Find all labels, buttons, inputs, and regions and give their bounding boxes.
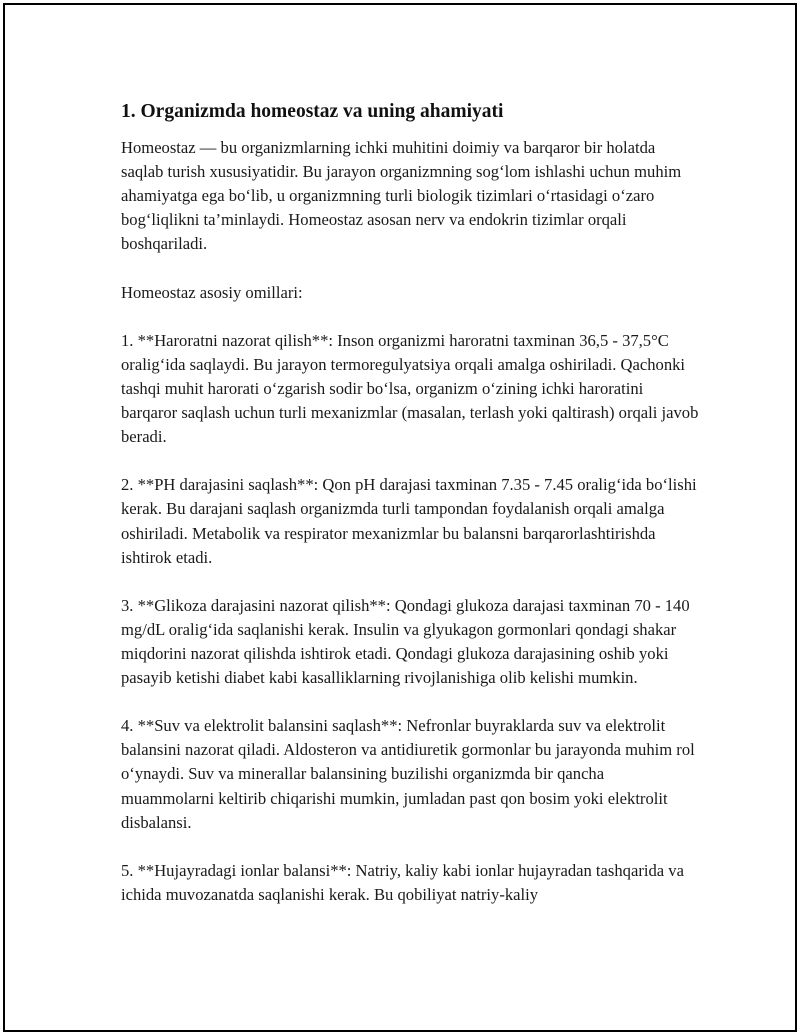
factor-paragraph-temperature: 1. **Haroratni nazorat qilish**: Inson organizmi haroratni taxminan 36,5 - 37,5°C oralig‘ida saqlaydi. Bu jarayon termoregulyatsiya orqali amalga oshiriladi. Qachonki tashqi muhit harorati o‘zgarish sodir bo‘lsa, organizm o‘zining ichki haroratini barqaror saqlash uchun turli mexanizmlar (masalan, terlash yoki qaltirash) orqali javob beradi. xyxy=(121,330,699,447)
intro-paragraph: Homeostaz — bu organizmlarning ichki muhitini doimiy va barqaror bir holatda saqlab turish xususiyatidir. Bu jarayon organizmning sog‘lom ishlashi uchun muhim ahamiyatga ega bo‘lib, u organizmning turli biologik tizimlari o‘rtasidagi o‘zaro bog‘liqlikni ta’minlaydi. Homeostaz asosan nerv va endokrin tizimlar orqali boshqariladi. xyxy=(121,138,682,254)
factors-heading: Homeostaz asosiy omillari: xyxy=(121,282,303,302)
document-body xyxy=(121,100,701,931)
factor-paragraph-water-electrolyte: 4. **Suv va elektrolit balansini saqlash**: Nefronlar buyraklarda suv va elektrolit balansini nazorat qiladi. Aldosteron va antidiuretik gormonlar bu jarayonda muhim rol o‘ynaydi. Suv va minerallar balansining buzilishi organizmda bir qancha muammolarni keltirib chiqarishi mumkin, jumladan past qon bosim yoki elektrolit disbalansi. xyxy=(121,716,695,832)
factor-paragraph-glucose: 3. **Glikoza darajasini nazorat qilish**: Qondagi glukoza darajasi taxminan 70 - 140 mg/dL oralig‘ida saqlanishi kerak. Insulin va glyukagon gormonlari qondagi shakar miqdorini nazorat qilishda ishtirok etadi. Qondagi glukoza darajasining oshib yoki pasayib ketishi diabet kabi kasalliklarning rivojlanishiga olib kelishi mumkin. xyxy=(121,595,690,688)
section-heading: 1. Organizmda homeostaz va uning ahamiyati xyxy=(121,101,504,122)
factor-paragraph-ions: 5. **Hujayradagi ionlar balansi**: Natriy, kaliy kabi ionlar hujayradan tashqarida va ichida muvozanatda saqlanishi kerak. Bu qobiliyat natriy-kaliy xyxy=(121,860,684,904)
page-frame xyxy=(3,3,797,1032)
factor-paragraph-ph: 2. **PH darajasini saqlash**: Qon pH darajasi taxminan 7.35 - 7.45 oralig‘ida bo‘lishi kerak. Bu darajani saqlash organizmda turli tampondan foydalanish orqali amalga oshiriladi. Metabolik va respirator mexanizmlar bu balansni barqarorlashtirishda ishtirok etadi. xyxy=(121,475,697,567)
